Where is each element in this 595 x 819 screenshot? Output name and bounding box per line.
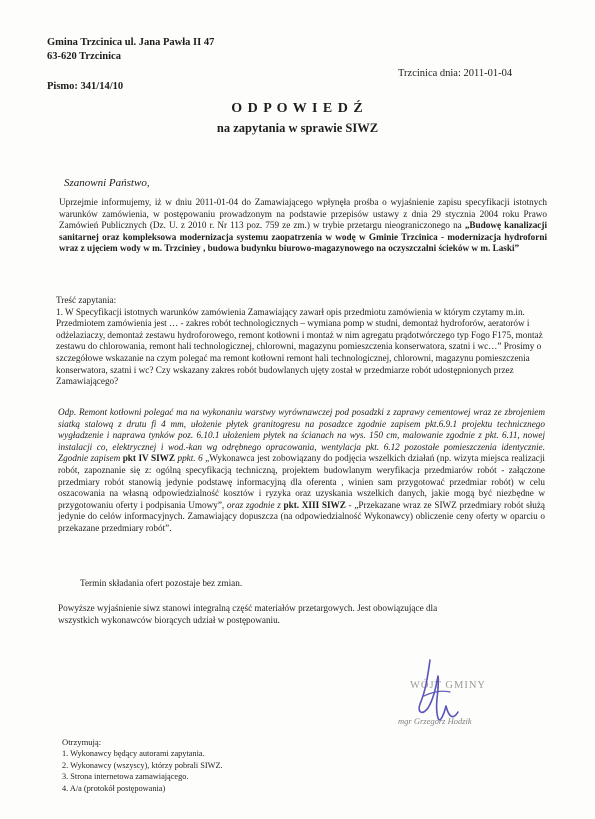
- list-item: 3. Strona internetowa zamawiającego.: [62, 772, 189, 781]
- page-title: O D P O W I E D Ź: [231, 101, 364, 116]
- distribution-list: [62, 736, 223, 794]
- signature-title: WÓJT GMINY: [410, 680, 487, 691]
- list-item: 1. Wykonawcy będący autorami zapytania.: [62, 749, 205, 758]
- greeting: Szanowni Państwo,: [64, 177, 150, 189]
- question-section: [56, 295, 544, 388]
- answer-quote-2: - „Przekazane wraz ze SIWZ przedmiary robót służą jedynie do celów informacyjnych. Zamawiający dopuszcza (na odpowiedzialność Wykonawcy) obliczenie ceny oferty w oparciu o przekazane przedmiary robót”.: [58, 499, 546, 533]
- answer-quote: „Wykonawca jest zobowiązany do podjęcia wszelkich działań (np. wizyta miejsca realizacji robót, zapoznanie się z: ogólną specyfikacją techniczną, projektem budowlanym weryfikacja przedmiarów robót - załączone przedmiary robót stanowią jedynie podstawę informacyjną dla oferenta , winien sam przygotować przedmiar robót) w celu oszacowania na własną odpowiedzialność kosztów i ryzyka oraz uzyskania wszelkich danych, jakie mogą być niezbędne w przygotowaniu oferty i podpisania Umowy”,: [58, 453, 545, 510]
- intro-text: Uprzejmie informujemy, iż w dniu 2011-01-04 do Zamawiającego wpłynęła prośba o wyjaśnienie zapisu specyfikacji istotnych warunków zamówienia, w postępowaniu prowadzonym na podstawie przepisów ustawy z dnia 29 stycznia 2004 roku Prawo Zamówień Publicznych (Dz. U. z 2010 r. Nr 113 poz. 759 ze zm.) w trybie przetargu nieograniczonego na: [59, 197, 547, 231]
- distribution-items: [62, 748, 223, 794]
- list-item: 4. A/a (protokół postępowania): [62, 783, 166, 793]
- closing-paragraph: Powyższe wyjaśnienie siwz stanowi integralną część materiałów przetargowych. Jest obowiązujące dla wszystkich wykonawców biorących udział w postępowaniu.: [58, 603, 438, 625]
- letter-date: Trzcinica dnia: 2011-01-04: [398, 68, 513, 79]
- answer-paragraph: [58, 407, 545, 535]
- answer-technical: Odp. Remont kotłowni polegać ma na wykonaniu warstwy wyrównawczej pod posadzki z zaprawy cementowej wraz ze zbrojeniem siatką stalową z drutu fi 4 mm, ułożenie płytek granitogresu na posadzce zgodnie zapisem pkt.6.9.1 projektu technicznego wygładzenie i naprawa tynków poz. 6.10.1 ułożeniem płytek na ścianach na wys. 150 cm, malowanie zgodnie z pkt. 6.11, nowej instalacji co, elektrycznej i wod.-kan wg odrębnego opracowania, wentylacja pkt. 6.12 pozostałe pomieszczenia identycznie.: [58, 407, 545, 452]
- answer-ref-siwz-xiii: pkt. XIII SIWZ: [283, 499, 346, 510]
- question-text: 1. W Specyfikacji istotnych warunków zamówienia Zamawiający zawarł opis przedmiotu zamówienia w którym czytamy m.in. Przedmiotem zamówienia jest … - zakres robót technologicznych – wymiana pomp w studni, demontaż hydroforów, aeratorów i odżelaziaczy, demontaż zestawu hydroforowego, remont kotłowni i montaż w nim agregatu prądotwórczego typ Fogo F175, montaż zestawu do chlorowania, remont hali technologicznej, chlorowni, magazynu pomieszczenia konserwatora, szatni i wc…” Prosimy o szczegółowe wskazanie na czym polegać ma remont kotłowni remont hali technologicznej, chlorowni, magazynu pomieszczenia konserwatora, szatni i wc? Czy wskazany zakres robót budowlanych ujęty został w przedmiarze robót udostępnionych przez Zamawiającego?: [56, 306, 543, 387]
- deadline-note: Termin składania ofert pozostaje bez zmian.: [80, 578, 243, 588]
- page-subtitle: na zapytania w sprawie SIWZ: [216, 121, 379, 135]
- distribution-label: Otrzymują:: [62, 737, 102, 747]
- question-label: Treść zapytania:: [56, 295, 117, 305]
- answer-ref-intro-2: oraz zgodnie z: [226, 499, 284, 510]
- answer-ref-ppkt: ppkt. 6: [174, 453, 203, 464]
- intro-paragraph: [59, 197, 547, 255]
- answer-ref-intro: Zgodnie zapisem: [58, 453, 123, 464]
- letter-reference: Pismo: 341/14/10: [47, 81, 124, 92]
- signature-name: mgr Grzegorz Hodzik: [398, 716, 472, 726]
- sender-block: [47, 36, 214, 64]
- handwritten-signature: [388, 652, 488, 732]
- sender-address: Gmina Trzcinica ul. Jana Pawła II 47: [47, 37, 215, 48]
- list-item: 2. Wykonawcy (wszyscy), którzy pobrali SIWZ.: [62, 760, 223, 770]
- answer-ref-siwz-iv: pkt IV SIWZ: [122, 453, 175, 464]
- sender-postcode: 63-620 Trzcinica: [47, 51, 121, 62]
- project-name: „Budowę kanalizacji sanitarnej oraz kompleksowa modernizacja systemu zaopatrzenia w wodę w Gminie Trzcinica - modernizacja hydroforni wraz z ujęciem wody w m. Trzciniey , budowa budynku biurowo-magazynowego na oczyszczalni ścieków w m. Laski”: [59, 220, 547, 254]
